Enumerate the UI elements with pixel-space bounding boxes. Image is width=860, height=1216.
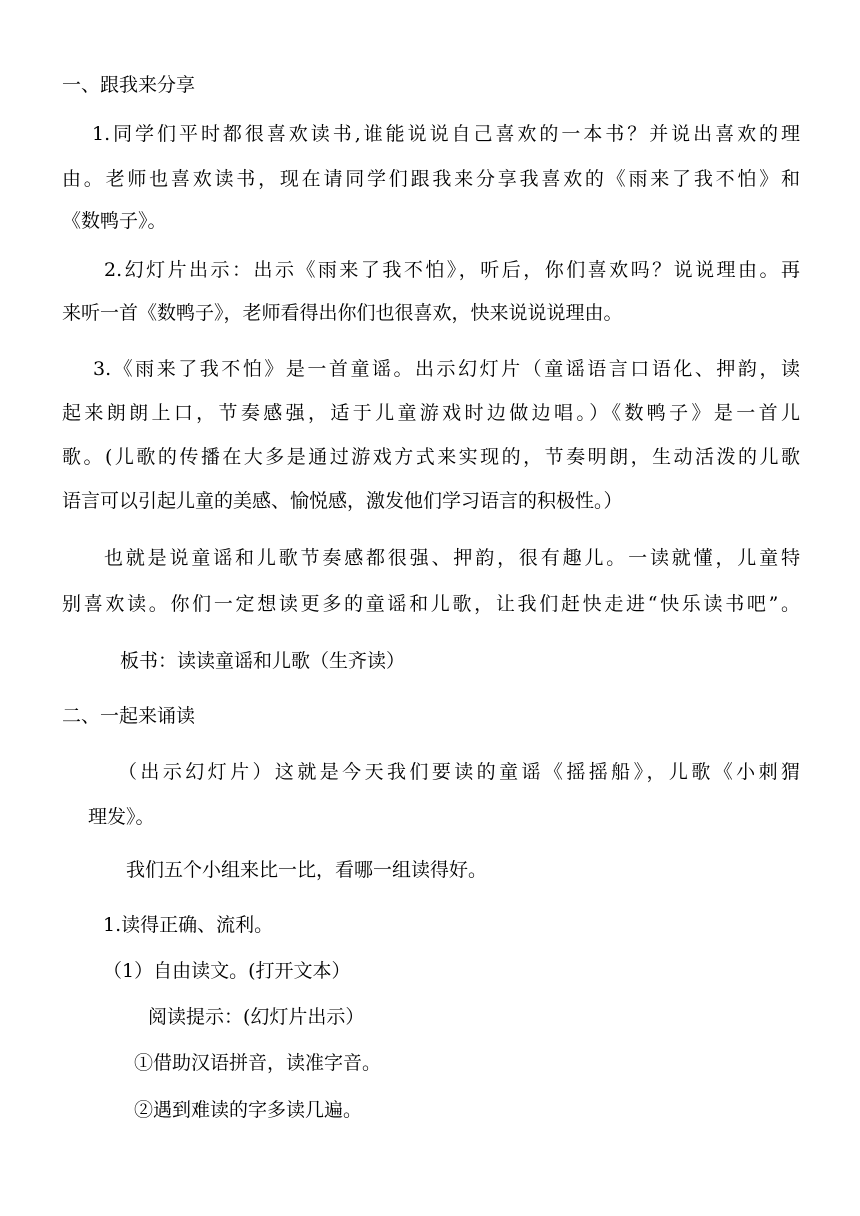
section2-heading: 二、一起来诵读 [62, 705, 196, 727]
s2-p1-line2: 理发》。 [88, 806, 155, 828]
s1-p1-line2: 由。老师也喜欢读书，现在请同学们跟我来分享我喜欢的《雨来了我不怕》和 [62, 168, 800, 190]
s1-p2-line1: 2.幻灯片出示：出示《雨来了我不怕》，听后，你们喜欢吗？说说理由。再 [104, 259, 800, 281]
reading-tips-title: 阅读提示：(幻灯片出示） [148, 1006, 365, 1028]
s1-p3-line3: 歌。(儿歌的传播在大多是通过游戏方式来实现的，节奏明朗，生动活泼的儿歌 [62, 446, 800, 468]
reading-tip-1: ①借助汉语拼音，读准字音。 [134, 1052, 382, 1074]
s1-p3-line2: 起来朗朗上口，节奏感强，适于儿童游戏时边做边唱。）《数鸭子》是一首儿 [62, 402, 800, 424]
s1-p4-line2: 别喜欢读。你们一定想读更多的童谣和儿歌，让我们赶快走进“快乐读书吧”。 [62, 593, 800, 615]
s2-item1: 1.读得正确、流利。 [103, 914, 274, 936]
s1-p3-line1: 3.《雨来了我不怕》是一首童谣。出示幻灯片（童谣语言口语化、押韵，读 [93, 358, 800, 380]
s1-p4-line1: 也就是说童谣和儿歌节奏感都很强、押韵，很有趣儿。一读就懂，儿童特 [104, 547, 800, 569]
board-writing: 板书：读读童谣和儿歌（生齐读） [120, 650, 406, 672]
s2-p1-line1: （出示幻灯片）这就是今天我们要读的童谣《摇摇船》，儿歌《小刺猬 [118, 761, 800, 783]
s1-p2-line2: 来听一首《数鸭子》，老师看得出你们也很喜欢，快来说说说理由。 [62, 302, 623, 324]
reading-tip-2: ②遇到难读的字多读几遍。 [134, 1099, 363, 1121]
s1-p1-line1: 1.同学们平时都很喜欢读书,谁能说说自己喜欢的一本书？并说出喜欢的理 [92, 123, 800, 145]
s1-p1-line3: 《数鸭子》。 [62, 210, 167, 232]
s1-p3-line4: 语言可以引起儿童的美感、愉悦感，激发他们学习语言的积极性。） [62, 490, 623, 512]
section1-heading: 一、跟我来分享 [62, 74, 196, 96]
s2-p2: 我们五个小组来比一比，看哪一组读得好。 [126, 859, 488, 881]
s2-item1-sub: （1）自由读文。(打开文本） [103, 960, 351, 982]
